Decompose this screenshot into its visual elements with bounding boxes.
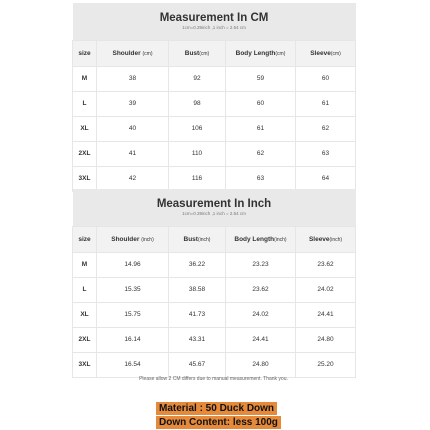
table-row <box>73 327 356 352</box>
cell-size: XL <box>73 116 97 141</box>
cell-size: XL <box>73 302 97 327</box>
cell-shoulder: 39 <box>97 91 169 116</box>
cell-sleeve: 61 <box>296 91 356 116</box>
cell-shoulder: 15.75 <box>97 302 169 327</box>
cell-size: L <box>73 277 97 302</box>
cell-bust: 36.22 <box>169 252 226 277</box>
cell-size: L <box>73 91 97 116</box>
cell-bust: 110 <box>169 141 226 166</box>
cell-size: M <box>73 66 97 91</box>
cell-body-length: 60 <box>226 91 296 116</box>
cm-measurement-table <box>72 3 356 192</box>
cell-bust: 45.67 <box>169 352 226 377</box>
cell-sleeve: 62 <box>296 116 356 141</box>
table-row <box>73 91 356 116</box>
cell-bust: 41.73 <box>169 302 226 327</box>
header-size: size <box>73 40 97 66</box>
cell-bust: 98 <box>169 91 226 116</box>
cell-body-length: 24.80 <box>226 352 296 377</box>
cell-shoulder: 14.96 <box>97 252 169 277</box>
inch-table-body <box>73 252 356 377</box>
cell-shoulder: 16.54 <box>97 352 169 377</box>
cell-sleeve: 23.62 <box>296 252 356 277</box>
table-row <box>73 141 356 166</box>
inch-table-title: Measurement In Inch <box>156 197 272 210</box>
cell-shoulder: 42 <box>97 166 169 191</box>
cell-size: M <box>73 252 97 277</box>
header-bust: Bust(cm) <box>169 40 226 66</box>
table-row <box>73 252 356 277</box>
inch-header-row <box>73 226 356 252</box>
header-sleeve: Sleeve(inch) <box>296 226 356 252</box>
cell-shoulder: 15.35 <box>97 277 169 302</box>
cell-sleeve: 60 <box>296 66 356 91</box>
cm-header-row <box>73 40 356 66</box>
cell-body-length: 61 <box>226 116 296 141</box>
cell-sleeve: 24.41 <box>296 302 356 327</box>
cell-bust: 38.58 <box>169 277 226 302</box>
header-shoulder: Shoulder (cm) <box>97 40 169 66</box>
cm-table-title-cell <box>73 3 356 40</box>
cm-table-title: Measurement In CM <box>159 11 269 24</box>
measurement-note: Please allow 2 CM differs due to manual measurement. Thank you. <box>139 376 288 382</box>
cell-bust: 43.31 <box>169 327 226 352</box>
table-row <box>73 352 356 377</box>
inch-table-title-cell <box>73 189 356 226</box>
table-row <box>73 166 356 191</box>
header-size: size <box>73 226 97 252</box>
cell-body-length: 23.23 <box>226 252 296 277</box>
table-row <box>73 277 356 302</box>
cell-sleeve: 63 <box>296 141 356 166</box>
cell-size: 2XL <box>73 141 97 166</box>
cell-sleeve: 64 <box>296 166 356 191</box>
cell-shoulder: 16.14 <box>97 327 169 352</box>
cell-body-length: 59 <box>226 66 296 91</box>
header-body-length: Body Length(cm) <box>226 40 296 66</box>
cm-table-subtitle: 1cm=0.39inch ,1 inch = 2.54 cm <box>182 24 246 30</box>
cell-sleeve: 24.02 <box>296 277 356 302</box>
header-sleeve: Sleeve(cm) <box>296 40 356 66</box>
cell-bust: 106 <box>169 116 226 141</box>
cell-body-length: 24.41 <box>226 327 296 352</box>
table-row <box>73 302 356 327</box>
cell-bust: 116 <box>169 166 226 191</box>
cell-bust: 92 <box>169 66 226 91</box>
inch-table-subtitle: 1cm=0.39inch ,1 inch = 2.54 cm <box>182 210 246 216</box>
header-body-length: Body Length(inch) <box>226 226 296 252</box>
cell-body-length: 62 <box>226 141 296 166</box>
table-row <box>73 116 356 141</box>
material-banner: Material : 50 Duck Down <box>156 402 277 415</box>
cell-size: 2XL <box>73 327 97 352</box>
cell-sleeve: 24.80 <box>296 327 356 352</box>
down-content-banner: Down Content: less 100g <box>156 416 281 429</box>
cm-table-body <box>73 66 356 191</box>
table-row <box>73 66 356 91</box>
cell-body-length: 63 <box>226 166 296 191</box>
cell-size: 3XL <box>73 166 97 191</box>
cell-body-length: 23.62 <box>226 277 296 302</box>
header-bust: Bust(inch) <box>169 226 226 252</box>
cell-shoulder: 38 <box>97 66 169 91</box>
cell-body-length: 24.02 <box>226 302 296 327</box>
cell-shoulder: 40 <box>97 116 169 141</box>
cell-size: 3XL <box>73 352 97 377</box>
cell-shoulder: 41 <box>97 141 169 166</box>
cell-sleeve: 25.20 <box>296 352 356 377</box>
header-shoulder: Shoulder (inch) <box>97 226 169 252</box>
inch-measurement-table <box>72 189 356 378</box>
